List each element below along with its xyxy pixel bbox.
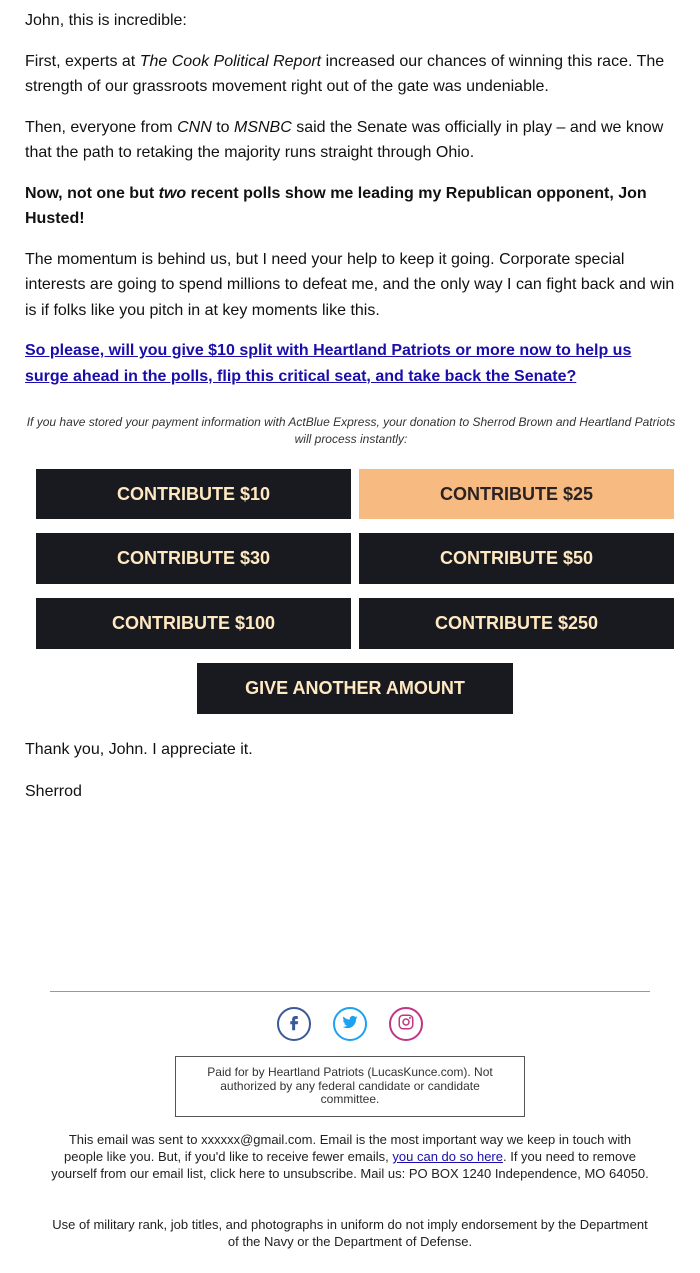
actblue-express-note: If you have stored your payment information with ActBlue Express, your donation to Sherrod Brown and Heartland Patriots will process instantly:	[26, 415, 676, 446]
twitter-link[interactable]	[333, 1007, 367, 1041]
para2-before: Then, everyone from	[25, 118, 178, 136]
military-disclaimer: Use of military rank, job titles, and photographs in uniform do not imply endorsement by the Department of the Navy or the Department of Defense.	[52, 1217, 648, 1249]
facebook-link[interactable]	[277, 1007, 311, 1041]
instagram-link[interactable]	[389, 1007, 423, 1041]
contribute-250-button[interactable]: CONTRIBUTE $250	[359, 598, 674, 649]
para3-after: recent polls show me leading my Republican opponent, Jon Husted!	[25, 184, 647, 227]
footer-unsubscribe-text: . If you need to remove yourself from our email list, click here to unsubscribe. Mail us: PO BOX 1240 Independence, MO 64050.	[51, 1149, 649, 1181]
fewer-emails-link[interactable]: you can do so here	[392, 1149, 503, 1164]
contribute-30-button[interactable]: CONTRIBUTE $30	[36, 533, 351, 584]
footer-notice	[50, 1131, 650, 1182]
contribute-10-button[interactable]: CONTRIBUTE $10	[36, 469, 351, 519]
footer-divider	[50, 991, 650, 992]
para1-before: First, experts at	[25, 52, 140, 70]
para2-middle: to	[211, 118, 234, 136]
para3-italic: two	[158, 184, 187, 202]
contribute-50-button[interactable]: CONTRIBUTE $50	[359, 533, 674, 584]
twitter-icon	[341, 1013, 359, 1036]
paragraph-senate	[25, 115, 677, 166]
footer-sent-after: . Email is the most important way we keep in touch with people like you. But, if you'd like to receive fewer emails,	[64, 1132, 632, 1164]
greeting: John, this is incredible:	[25, 12, 187, 29]
msnbc-name: MSNBC	[233, 118, 292, 136]
paid-for-disclaimer: Paid for by Heartland Patriots (LucasKunce.com). Not authorized by any federal candidate or candidate committee.	[175, 1056, 525, 1117]
paragraph-polls	[25, 49, 677, 100]
recipient-email: xxxxxx@gmail.com	[201, 1132, 313, 1147]
para1-after: increased our chances of winning this race. The strength of our grassroots movement right out of the gate was undeniable.	[25, 52, 665, 95]
contribute-25-button[interactable]: CONTRIBUTE $25	[359, 469, 674, 519]
facebook-icon	[285, 1013, 303, 1036]
footer-sent-before: This email was sent to	[68, 1132, 202, 1147]
donate-cta-link[interactable]: So please, will you give $10 split with Heartland Patriots or more now to help us surge ahead in the polls, flip this critical seat, and take back the Senate?	[25, 342, 632, 385]
thank-you-line: Thank you, John. I appreciate it.	[25, 741, 253, 758]
instagram-icon	[397, 1013, 415, 1036]
email-body	[25, 8, 677, 446]
signature: Sherrod	[25, 783, 82, 800]
para2-after: said the Senate was officially in play – and we know that the path to retaking the majority runs straight through Ohio.	[25, 118, 664, 161]
paragraph-leading	[25, 181, 677, 232]
give-another-amount-button[interactable]: GIVE ANOTHER AMOUNT	[197, 663, 513, 714]
contribute-100-button[interactable]: CONTRIBUTE $100	[36, 598, 351, 649]
cnn-name: CNN	[177, 118, 212, 136]
cook-report-name: The Cook Political Report	[139, 52, 322, 70]
paragraph-momentum: The momentum is behind us, but I need your help to keep it going. Corporate special interests are going to spend millions to defeat me, and the only way I can fight back and win is if folks like you pitch in at key moments like this.	[25, 250, 675, 319]
para3-before: Now, not one but	[25, 184, 159, 202]
